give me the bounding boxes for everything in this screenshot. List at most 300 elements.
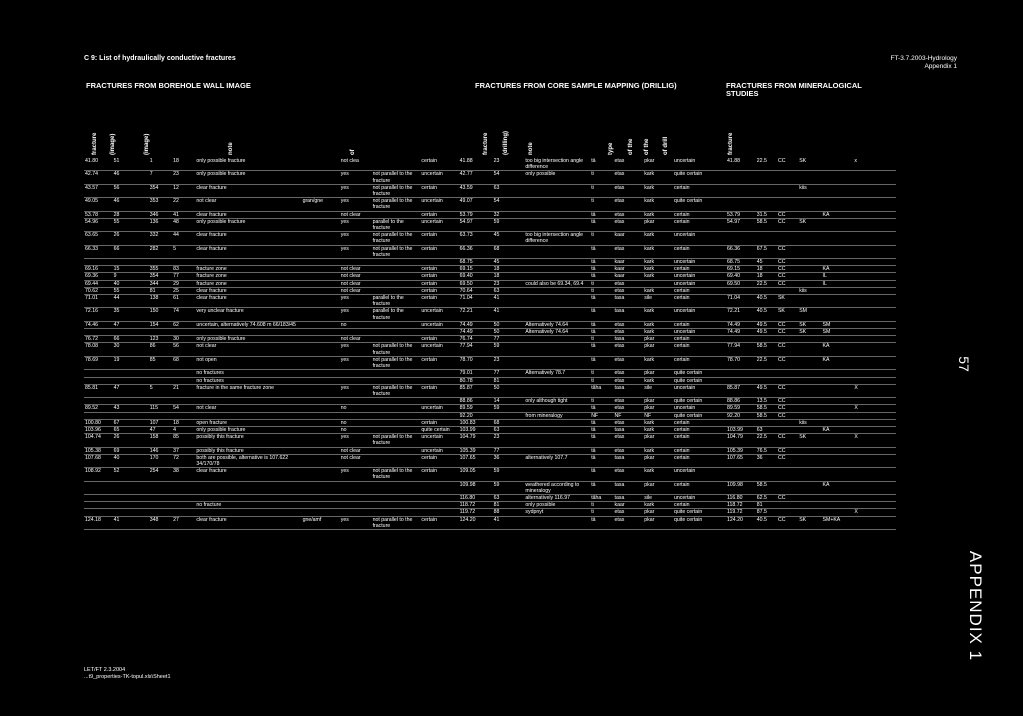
page-header-left: C 9: List of hydraulically conductive fractures [84,55,236,62]
table-cell: kaar [614,232,644,245]
table-cell [524,419,590,426]
column-header-label: type [608,142,614,155]
table-cell [822,502,854,509]
table-cell: yes [340,516,372,529]
table-cell [524,516,590,529]
table-row [84,266,896,273]
table-cell: 26 [113,232,149,245]
table-cell: tä [590,468,613,481]
table-cell: 71.04 [459,295,493,308]
table-row [84,321,896,328]
column-header-label: fracture [728,132,734,155]
table-cell: no [340,419,372,426]
table-cell: uncertain, alternatively 74.608 m 66/183/45 [195,321,301,328]
table-cell [372,481,421,494]
table-cell [84,329,113,336]
table-cell: etas [614,245,644,258]
table-cell: 88 [493,509,525,516]
table-cell [853,280,896,287]
table-cell: ti [590,171,613,184]
table-cell [172,377,195,384]
table-cell: 85.81 [84,384,113,397]
table-cell: X [853,405,896,412]
table-cell: SK [798,516,821,529]
table-cell: quite certain [673,171,726,184]
table-cell: 66 [113,336,149,343]
table-cell: CC [777,266,798,273]
table-cell: kark [643,377,673,384]
table-cell: 18 [493,266,525,273]
table-cell: uncertain [673,384,726,397]
table-cell [853,370,896,377]
table-cell: SK [798,321,821,328]
table-cell: 78.70 [459,356,493,369]
table-cell: 54.96 [84,218,113,231]
table-cell [853,245,896,258]
table-cell: kaar [614,259,644,266]
table-cell: CC [777,273,798,280]
table-cell: tasa [614,295,644,308]
table-cell: 54.97 [726,218,756,231]
column-header [659,100,671,155]
table-cell: 55 [113,287,149,294]
footer-date: LET/FT 2.3.2004 [84,667,126,673]
table-cell: open fracture [195,419,301,426]
table-cell [302,336,340,343]
table-cell: weathered according to mineralogy [524,481,590,494]
table-cell: tä [590,259,613,266]
column-header-row [84,100,894,155]
table-cell: tä [590,321,613,328]
table-cell: 7 [149,171,172,184]
table-cell [84,398,113,405]
table-cell: 109.98 [726,481,756,494]
table-cell: 105.38 [84,447,113,454]
table-cell: pkar [643,370,673,377]
table-cell [302,218,340,231]
table-cell: 23 [493,280,525,287]
table-cell [798,245,821,258]
table-cell: not clear [340,211,372,218]
appendix-ref: Appendix 1 [924,63,957,70]
table-cell: etas [614,287,644,294]
table-cell: 48 [172,218,195,231]
table-cell: ti [590,184,613,197]
table-cell [777,377,798,384]
table-cell: 116.80 [459,494,493,501]
table-cell [113,370,149,377]
table-cell [756,287,777,294]
table-row [84,426,896,433]
table-cell: tä [590,308,613,321]
table-cell: 41.88 [459,158,493,171]
table-cell [340,412,372,419]
table-cell: kark [643,273,673,280]
table-cell: 332 [149,232,172,245]
table-cell: certain [673,245,726,258]
table-cell [853,198,896,211]
table-cell [777,171,798,184]
section-core-header: FRACTURES FROM CORE SAMPLE MAPPING (DRILLIG) [475,82,677,90]
table-cell: kiis [798,287,821,294]
table-cell: not parallel to the fracture [372,516,421,529]
table-cell: etas [614,447,644,454]
table-cell: 353 [149,198,172,211]
table-cell: 46 [113,171,149,184]
table-cell [798,502,821,509]
table-cell [172,259,195,266]
table-cell: etas [614,158,644,171]
table-cell [113,377,149,384]
table-cell: certain [673,419,726,426]
column-header [174,100,186,155]
table-cell: certain [420,384,458,397]
column-header-label: (image) [110,133,116,155]
table-cell: 92.20 [459,412,493,419]
table-cell [340,370,372,377]
table-cell: only possible fracture [195,218,301,231]
table-cell: 38 [172,468,195,481]
table-cell: 80.78 [459,377,493,384]
table-cell: etas [614,218,644,231]
column-header [604,100,616,155]
table-cell: kark [643,447,673,454]
table-cell: 54 [493,198,525,211]
table-cell: 87.5 [756,509,777,516]
table-cell: 46 [113,198,149,211]
table-cell: uncertain [420,171,458,184]
table-cell: SM+KA [822,516,854,529]
table-cell [798,336,821,343]
table-cell: KA [822,211,854,218]
table-cell: uncertain [673,232,726,245]
table-cell: pkar [643,405,673,412]
table-cell [853,356,896,369]
table-cell: 30 [172,336,195,343]
table-cell: fracture in the same fracture zone [195,384,301,397]
table-cell: 92.20 [726,412,756,419]
table-cell: 66.36 [726,245,756,258]
table-cell: 89.59 [459,405,493,412]
table-cell [524,384,590,397]
table-cell: certain [673,218,726,231]
table-cell [372,494,421,501]
table-cell [372,370,421,377]
table-cell: etas [614,516,644,529]
table-cell [149,509,172,516]
table-cell: 146 [149,447,172,454]
table-cell: etas [614,321,644,328]
table-cell: certain [420,468,458,481]
table-cell: SK [798,218,821,231]
table-cell: CC [777,384,798,397]
table-cell: 13.5 [756,398,777,405]
table-cell: etas [614,434,644,447]
table-cell [798,412,821,419]
table-row [84,494,896,501]
table-cell [798,384,821,397]
table-cell: certain [420,454,458,467]
column-header [854,100,866,155]
column-header [774,100,786,155]
table-cell: 29 [172,280,195,287]
table-cell [372,259,421,266]
table-cell: 81 [493,377,525,384]
table-cell: kark [643,266,673,273]
table-row [84,377,896,384]
table-cell: uncertain [673,494,726,501]
table-cell: 77.94 [459,343,493,356]
table-cell [302,308,340,321]
table-cell: too big intersection angle difference [524,158,590,171]
table-cell [372,509,421,516]
table-cell: kark [643,232,673,245]
table-cell: 59 [493,481,525,494]
table-cell: pkar [643,454,673,467]
table-cell: etas [614,171,644,184]
table-cell: 354 [149,184,172,197]
table-cell: 76.5 [756,447,777,454]
table-cell: 47 [113,384,149,397]
table-cell: uncertain [420,321,458,328]
table-cell: clear fracture [195,287,301,294]
table-cell: 100.80 [84,419,113,426]
table-cell: 77 [172,273,195,280]
table-cell: 83 [172,266,195,273]
table-cell [524,377,590,384]
table-row [84,434,896,447]
table-cell [372,329,421,336]
table-cell: SK [798,158,821,171]
table-cell [302,412,340,419]
table-cell: 123 [149,336,172,343]
table-cell [524,447,590,454]
report-id: FT-3.7.2003-Hydrology [890,55,957,62]
table-cell [524,184,590,197]
table-cell: fracture zone [195,266,301,273]
table-cell: 118.72 [459,502,493,509]
table-cell: 72.21 [459,308,493,321]
table-cell [149,259,172,266]
table-cell: yes [340,343,372,356]
table-cell: ti [590,502,613,509]
table-cell: tâha [590,494,613,501]
table-cell: 36 [756,454,777,467]
table-cell [777,502,798,509]
table-cell [302,384,340,397]
table-cell: yes [340,468,372,481]
table-cell: 71.04 [726,295,756,308]
table-cell: tä [590,218,613,231]
table-cell: not clear [340,336,372,343]
table-cell: tasa [614,384,644,397]
table-cell [302,447,340,454]
table-cell: NF [614,412,644,419]
table-cell: uncertain [420,447,458,454]
column-header-label: fracture [92,132,98,155]
table-cell [340,502,372,509]
table-cell: ti [590,377,613,384]
table-cell [113,481,149,494]
column-header [346,100,358,155]
table-cell: only possible fracture [195,158,301,171]
table-cell: 124.20 [726,516,756,529]
table-cell [195,398,301,405]
table-cell: pkar [643,434,673,447]
table-cell: 105.39 [726,447,756,454]
table-cell [84,370,113,377]
table-cell [524,266,590,273]
table-cell: not clear [340,273,372,280]
table-cell: quite certain [673,412,726,419]
table-cell: CC [777,245,798,258]
table-cell: 348 [149,516,172,529]
table-cell [726,287,756,294]
table-cell [340,259,372,266]
table-cell [149,398,172,405]
table-cell: 77 [493,447,525,454]
table-cell [372,287,421,294]
table-cell [302,329,340,336]
table-cell [113,509,149,516]
table-cell: CC [777,398,798,405]
table-cell [822,494,854,501]
table-cell [524,468,590,481]
table-cell: only possible fracture [195,171,301,184]
table-cell [340,481,372,494]
table-cell: 58.5 [756,343,777,356]
table-cell [302,184,340,197]
table-cell [756,377,777,384]
table-cell: 58.5 [756,412,777,419]
table-cell: 68.75 [459,259,493,266]
table-cell: SK [798,329,821,336]
table-cell [726,171,756,184]
table-cell: 18 [493,273,525,280]
table-cell: no fractures [195,370,301,377]
table-cell: 72 [172,454,195,467]
table-cell: 22.5 [756,280,777,287]
table-cell: 37 [172,447,195,454]
table-cell [84,502,113,509]
table-cell: etas [614,343,644,356]
table-row [84,245,896,258]
table-cell: certain [673,184,726,197]
table-cell: 43 [113,405,149,412]
table-cell [372,266,421,273]
column-header-label: of the [644,138,650,155]
table-cell: parallel to the fracture [372,308,421,321]
table-cell: x [853,158,896,171]
table-cell: pkar [643,343,673,356]
table-cell [113,329,149,336]
table-cell: not parallel to the fracture [372,232,421,245]
table-cell: uncertain [420,343,458,356]
table-cell: KA [822,481,854,494]
table-cell: only possible fracture [195,426,301,433]
table-cell: pkar [643,509,673,516]
table-cell [777,509,798,516]
table-cell: parallel to the fracture [372,218,421,231]
table-cell [777,198,798,211]
table-cell: 81 [149,287,172,294]
column-header [140,100,152,155]
table-cell [149,494,172,501]
table-cell [853,171,896,184]
table-cell: 150 [149,308,172,321]
table-cell: uncertain [673,273,726,280]
table-cell: 63.65 [84,232,113,245]
table-cell: 18 [172,158,195,171]
page-header-right [891,55,957,71]
table-cell: 81 [756,502,777,509]
table-cell [822,158,854,171]
table-cell [302,321,340,328]
table-cell: certain [420,266,458,273]
table-cell: uncertain [673,308,726,321]
table-cell: 62.5 [756,494,777,501]
table-cell [302,295,340,308]
table-cell [853,343,896,356]
table-cell: etas [614,405,644,412]
table-cell [777,232,798,245]
table-row [84,336,896,343]
table-cell [372,336,421,343]
table-cell [524,434,590,447]
table-row [84,370,896,377]
table-cell: 71.01 [84,295,113,308]
table-cell: 81 [493,502,525,509]
table-cell [798,198,821,211]
table-cell [853,494,896,501]
table-cell: 27 [172,516,195,529]
table-cell [798,356,821,369]
table-cell: no [340,321,372,328]
table-cell [113,502,149,509]
table-cell: 22.5 [756,356,777,369]
table-cell: gne/amf [302,516,340,529]
table-cell: 59 [493,468,525,481]
table-cell: 40.5 [756,308,777,321]
table-cell: 14 [493,398,525,405]
table-cell: certain [420,273,458,280]
table-cell: 47 [149,426,172,433]
table-cell: CC [777,321,798,328]
table-cell: 104.79 [459,434,493,447]
table-cell [524,405,590,412]
table-row [84,509,896,516]
table-cell [149,377,172,384]
table-cell [302,356,340,369]
table-cell: very unclear fracture [195,308,301,321]
table-cell: tä [590,211,613,218]
table-cell [302,171,340,184]
table-cell [726,198,756,211]
table-cell: CC [777,412,798,419]
table-cell: 70.64 [459,287,493,294]
table-cell: not parallel to the fracture [372,468,421,481]
table-cell: certain [673,266,726,273]
table-cell: CC [777,356,798,369]
table-cell [798,377,821,384]
table-cell: not clear [340,447,372,454]
table-cell [798,232,821,245]
table-cell: 53.79 [459,211,493,218]
table-cell: 69 [113,447,149,454]
table-cell [340,377,372,384]
table-cell: 119.72 [459,509,493,516]
column-header-label: (drilling) [503,131,509,155]
